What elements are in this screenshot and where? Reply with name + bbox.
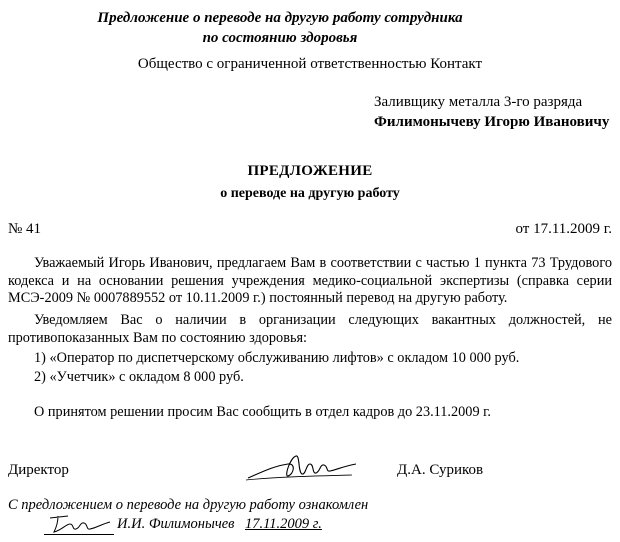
document-number: № 41 <box>8 221 42 237</box>
director-name: Д.А. Суриков <box>397 462 484 478</box>
document-title-line1: Предложение о переводе на другую работу сотрудника <box>97 10 463 26</box>
document-heading: ПРЕДЛОЖЕНИЕ <box>247 163 373 179</box>
addressee-name: Филимонычеву Игорю Ивановичу <box>374 114 610 130</box>
employee-name: И.И. Филимонычев <box>117 516 235 532</box>
paragraph-offer: Уважаемый Игорь Иванович, предлагаем Вам в соответствии с частью 1 пункта 73 Трудового кодекса и на основании решения учреждения медико-социальной экспертизы (справка серии МСЭ-2009 № 0007889552 от 10.11.2009 г.) постоянный перевод на другую работу. <box>8 255 612 306</box>
director-label: Директор <box>8 462 69 478</box>
final-request: О принятом решении просим Вас сообщить в отдел кадров до 23.11.2009 г. <box>34 404 491 420</box>
employee-signature-line <box>44 534 114 535</box>
document-title-line2: по состоянию здоровья <box>202 30 358 46</box>
document-date: от 17.11.2009 г. <box>515 221 612 237</box>
director-signature-icon <box>244 450 359 484</box>
vacancy-item-2: 2) «Учетчик» с окладом 8 000 руб. <box>34 369 244 385</box>
addressee-position: Заливщику металла 3-го разряда <box>374 94 583 110</box>
document-subheading: о переводе на другую работу <box>220 186 400 201</box>
paragraph-vacancies: Уведомляем Вас о наличии в организации следующих вакантных должностей, не противопоказанных Вам по состоянию здоровья: <box>8 312 612 346</box>
acknowledgement-date: 17.11.2009 г. <box>245 516 322 532</box>
organization-name: Общество с ограниченной ответственностью Контакт <box>137 56 483 72</box>
employee-signature-icon <box>46 512 114 536</box>
vacancy-item-1: 1) «Оператор по диспетчерскому обслуживанию лифтов» с окладом 10 000 руб. <box>34 350 520 366</box>
acknowledgement-text: С предложением о переводе на другую работу ознакомлен <box>8 497 369 513</box>
